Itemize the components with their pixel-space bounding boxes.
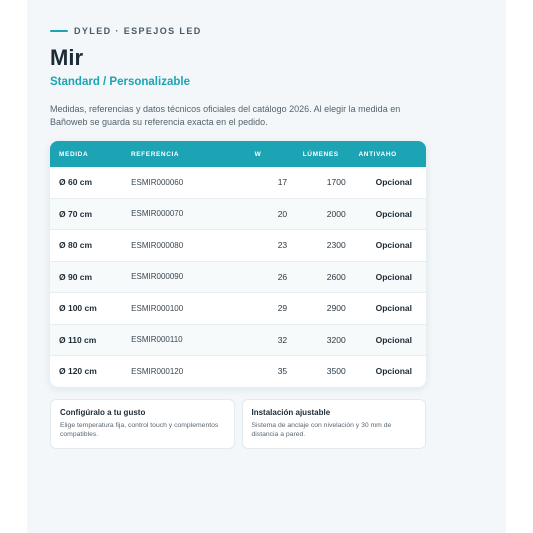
cell-referencia: ESMIR000120 [131, 366, 184, 376]
cell-medida: Ø 90 cm [59, 271, 93, 282]
cell-w: 26 [277, 271, 288, 282]
cell-w: 17 [277, 177, 288, 188]
cell-referencia: ESMIR000110 [131, 335, 183, 345]
cell-lumenes: 3200 [326, 334, 346, 345]
header-antivaho: ANTIVAHO [358, 150, 397, 158]
feature-card-installation [242, 399, 427, 449]
cell-medida: Ø 80 cm [59, 240, 93, 251]
table-row [50, 324, 426, 356]
cell-lumenes: 2000 [326, 208, 346, 219]
cell-referencia: ESMIR000100 [131, 303, 184, 313]
cell-lumenes: 2900 [326, 303, 346, 314]
table-row [50, 229, 426, 261]
header-lumenes: LÚMENES [302, 150, 339, 158]
cell-medida: Ø 100 cm [59, 303, 97, 314]
table-row [50, 167, 426, 198]
cell-antivaho: Opcional [375, 303, 412, 314]
cell-antivaho: Opcional [375, 271, 412, 282]
header-medida: MEDIDA [59, 150, 89, 158]
eyebrow [50, 0, 482, 36]
cell-w: 23 [277, 240, 288, 251]
cell-w: 32 [277, 334, 288, 345]
cell-antivaho: Opcional [375, 366, 412, 377]
cell-antivaho: Opcional [375, 177, 412, 188]
table-row [50, 292, 426, 324]
spec-page [27, 0, 506, 533]
cell-referencia: ESMIR000070 [131, 209, 184, 219]
cell-medida: Ø 120 cm [59, 366, 97, 377]
header-referencia: REFERENCIA [130, 150, 180, 158]
cell-lumenes: 1700 [326, 177, 346, 188]
table-row [50, 261, 426, 293]
feature-card-text: Sistema de anclaje con nivelación y 30 mm de distancia a pared. [251, 421, 392, 438]
cell-medida: Ø 70 cm [59, 208, 93, 219]
cell-antivaho: Opcional [375, 240, 412, 251]
feature-card-text: Elige temperatura fija, control touch y complementos compatibles. [60, 421, 219, 438]
feature-card-title: Instalación ajustable [251, 407, 331, 417]
cell-referencia: ESMIR000090 [131, 272, 184, 282]
table-row [50, 198, 426, 230]
page-title: Mir [50, 45, 83, 70]
header-w: W [254, 150, 262, 158]
cell-antivaho: Opcional [375, 334, 412, 345]
accent-bar [50, 30, 68, 32]
table-row [50, 355, 426, 387]
feature-cards [50, 399, 426, 449]
eyebrow-text: DYLED · ESPEJOS LED [74, 26, 202, 36]
spec-table [50, 141, 426, 387]
cell-referencia: ESMIR000080 [131, 240, 184, 250]
cell-w: 29 [277, 303, 288, 314]
cell-referencia: ESMIR000060 [131, 177, 184, 187]
table-body [50, 167, 426, 387]
cell-medida: Ø 60 cm [59, 177, 93, 188]
cell-lumenes: 2600 [326, 271, 346, 282]
cell-w: 35 [277, 366, 288, 377]
page-description: Medidas, referencias y datos técnicos oficiales del catálogo 2026. Al elegir la medida en Bañoweb se guarda su referencia exacta en el pedido. [50, 104, 401, 127]
cell-w: 20 [277, 208, 288, 219]
cell-antivaho: Opcional [375, 208, 412, 219]
cell-medida: Ø 110 cm [59, 334, 97, 345]
table-header [50, 141, 426, 167]
feature-card-config [50, 399, 235, 449]
cell-lumenes: 2300 [326, 240, 346, 251]
page-subtitle: Standard / Personalizable [50, 76, 190, 88]
cell-lumenes: 3500 [326, 366, 346, 377]
feature-card-title: Configúralo a tu gusto [60, 407, 146, 417]
